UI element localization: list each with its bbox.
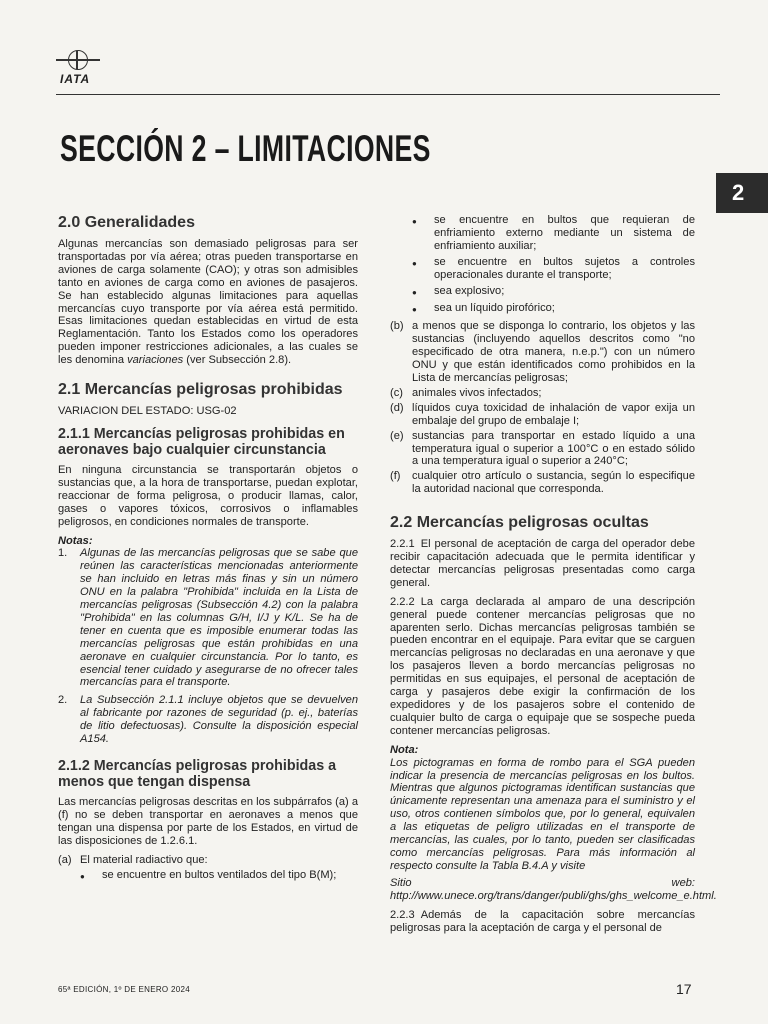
note-site: Sitio web: http://www.unece.org/trans/danger/publi/ghs/ghs_welcome_e.html. [390, 876, 717, 902]
paragraph-2-2-3: 2.2.3 Además de la capacitación sobre mercancías peligrosas para la aceptación de carga y el personal de [390, 908, 695, 934]
bullet-icon: ● [412, 305, 417, 315]
bullet-icon: ● [80, 871, 85, 881]
heading-2-1-1: 2.1.1 Mercancías peligrosas prohibidas en aeronaves bajo cualquier circunstancia [58, 425, 345, 458]
brand-name: IATA [60, 72, 91, 86]
note-text: Los pictogramas en forma de rombo para el SGA pueden indicar la presencia de mercancías peligrosas en los bultos. Mientras que algunos pictogramas identifican sustancias que únicamente representan una amenaza para el suministro y el uso, otros contienen símbolos que, por lo general, equivalen a las etiquetas de peligro utilizadas en el transporte de mercancías, las cuales, por lo tanto, pueden ser clasificadas como mercancías peligrosas. Para más información al respecto consulte la Tabla B.4.A y visite [390, 756, 695, 872]
list-item: (c) animales vivos infectados; [390, 386, 542, 399]
bullet-item: ● sea explosivo; [412, 285, 695, 300]
left-column [58, 214, 358, 886]
list-item: (b) a menos que se disponga lo contrario, los objetos y las sustancias (incluyendo aquellos descritos como "no especificado de otra manera, n.e.p.") con un número ONU y que están identificados como prohibidos en la Lista de mercancías peligrosas; [390, 320, 695, 384]
right-column [390, 214, 717, 940]
list-item: (f) cualquier otro artículo o sustancia, según lo especifique la autoridad nacional que corresponda. [390, 470, 695, 496]
bullet-item: ● se encuentre en bultos ventilados del tipo B(M); [80, 869, 358, 884]
heading-2-2: 2.2 Mercancías peligrosas ocultas [390, 514, 649, 532]
paragraph-2-1-1: En ninguna circunstancia se transportarán objetos o sustancias que, a la hora de transportarse, puedan explotar, reaccionar de forma peligrosa, o producir llamas, calor, gases o vapores tóxicos, corrosivos o inflamables peligrosos, en condiciones normales de transporte. [58, 463, 358, 528]
heading-2-1: 2.1 Mercancías peligrosas prohibidas [58, 381, 343, 399]
heading-2-0: 2.0 Generalidades [58, 214, 195, 231]
list-item: (a) El material radiactivo que: [58, 853, 208, 866]
page-number: 17 [676, 981, 692, 997]
note-item: 1. Algunas de las mercancías peligrosas que se sabe que reúnen las características mencionadas anteriormente se han incluido en letras más finas y sin un número ONU en la palabra "Prohibida" incluida en la Lista de mercancías peligrosas (Subsección 4.2) con la palabra "Prohibida" en las columnas G/H, I/J y K/L. Se ha de tener en cuenta que es imposible enumerar todas las mercancías peligrosas que están prohibidas en una aeronave en cualquier circunstancia. Por lo tanto, es esencial tener cuidado y asegurarse de no ofrecer tales mercancías para el transporte. [58, 547, 358, 689]
list-item: (d) líquidos cuya toxicidad de inhalación de vapor exija un embalaje del grupo de embalaje I; [390, 401, 695, 427]
state-variation: VARIACION DEL ESTADO: USG-02 [58, 405, 237, 418]
bullet-icon: ● [412, 287, 417, 297]
bullet-item: ● sea un líquido pirofórico; [412, 302, 695, 317]
paragraph-2-2-2: 2.2.2 La carga declarada al amparo de una descripción general puede contener mercancías peligrosas que no aparenten serlo. Dichas mercancías peligrosas también se pueden encontrar en el equipaje. Para evitar que se carguen mercancías peligrosas no declaradas en una aeronave y que los pasajeros lleven a bordo mercancías peligrosas no permitidas en sus equipajes, el personal de aceptación de carga y pasajeros debe exigir la confirmación de los expedidores y de los pasajeros sobre el contenido de cualquier bulto de carga o equipaje que se sospeche pueda contener mercancías peligrosas. [390, 595, 695, 737]
header-rule [56, 94, 720, 95]
list-item: (e) sustancias para transportar en estado líquido a una temperatura igual o superior a 100°C o en estado sólido a una temperatura igual o superior a 240°C; [390, 429, 695, 468]
note-label: Nota: [390, 743, 419, 756]
section-title: SECCIÓN 2 – LIMITACIONES [60, 128, 431, 169]
paragraph-2-1-2: Las mercancías peligrosas descritas en los subpárrafos (a) a (f) no se deben transportar en aeronaves a menos que tengan una dispensa por parte de los Estados, en virtud de las disposiciones de 1.2.6.1. [58, 796, 358, 847]
edition-footer: 65ª EDICIÓN, 1º DE ENERO 2024 [58, 985, 190, 994]
section-tab: 2 [716, 173, 768, 213]
bullet-item: ● se encuentre en bultos sujetos a controles operacionales durante el transporte; [412, 255, 695, 281]
iata-logo [56, 50, 100, 90]
notes-label: Notas: [58, 534, 93, 547]
heading-2-1-2: 2.1.2 Mercancías peligrosas prohibidas a menos que tengan dispensa [58, 758, 337, 790]
bullet-icon: ● [412, 258, 417, 268]
bullet-icon: ● [412, 217, 417, 226]
note-item: 2. La Subsección 2.1.1 incluye objetos que se devuelven al fabricante por razones de seguridad (p. ej., baterías de litio defectuosas). Consulte la disposición especial A154. [58, 694, 358, 746]
paragraph-generalidades: Algunas mercancías son demasiado peligrosas para ser transportadas por vía aérea; otras pueden transportarse en aviones de carga solamente (CAO); y otras son admisibles tanto en aviones de carga como en aviones de pasajeros. Se han establecido algunas limitaciones para aquellas mercancías cuyo transporte por vía aérea está permitido. Esas limitaciones quedan establecidas en virtud de esta Reglamentación. Tanto los Estados como los operadores pueden imponer restricciones adicionales, a las cuales se les denomina variaciones (ver Subsección 2.8). [58, 238, 358, 367]
paragraph-2-2-1: 2.2.1 El personal de aceptación de carga del operador debe recibir capacitación adecuada que le permita identificar y detectar mercancías peligrosas presentadas como carga general. [390, 538, 695, 589]
bullet-item: ● se encuentre en bultos que requieran de enfriamiento externo mediante un sistema de enfriamiento auxiliar; [412, 214, 695, 252]
